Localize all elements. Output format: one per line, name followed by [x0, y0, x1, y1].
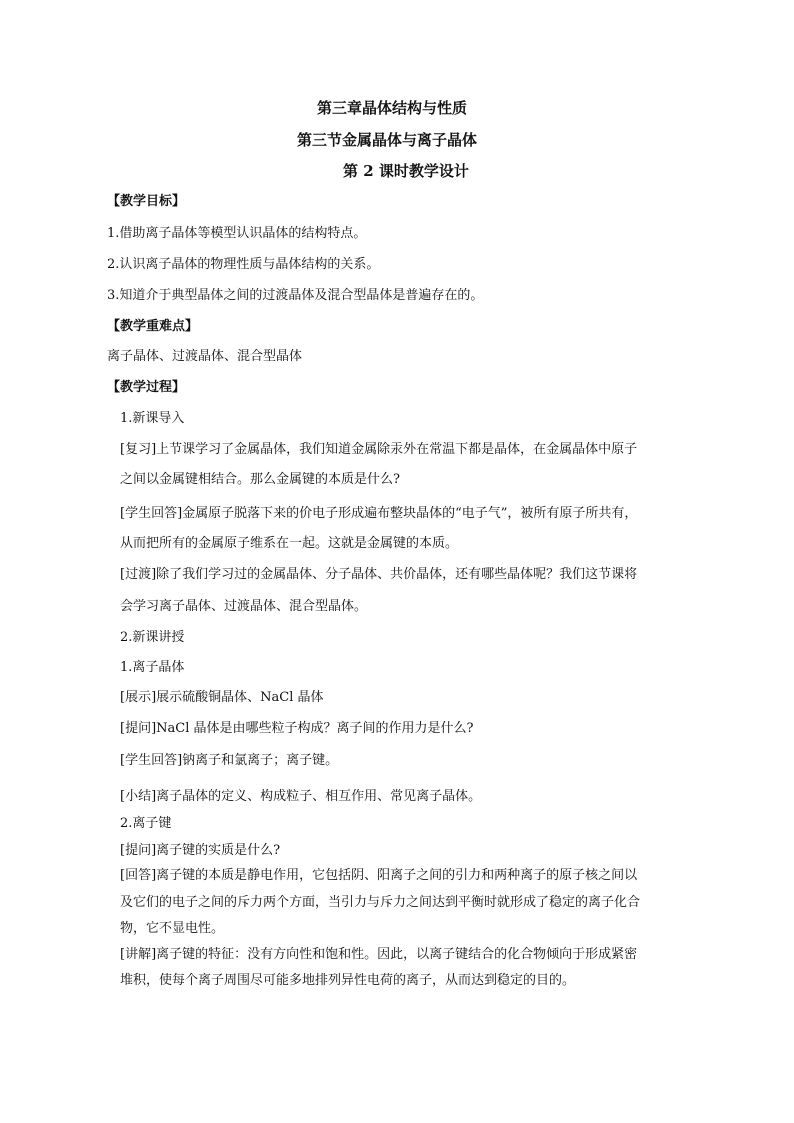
- process-line: [学生回答]钠离子和氯离子；离子键。: [120, 753, 339, 768]
- process-line: 物，它不显电性。: [120, 921, 225, 936]
- goal-item: 1.借助离子晶体等模型认识晶体的结构特点。: [107, 226, 367, 241]
- process-line: 从而把所有的金属原子维系在一起。这就是金属键的本质。: [120, 536, 459, 551]
- goals-heading: 【教学目标】: [107, 194, 186, 209]
- lesson-title: 第 2 课时教学设计: [343, 162, 469, 180]
- key-points-text: 离子晶体、过渡晶体、混合型晶体: [107, 349, 303, 364]
- process-line: [讲解]离子键的特征：没有方向性和饱和性。因此，以离子键结合的化合物倾向于形成紧密: [120, 947, 638, 962]
- process-line: 2.离子键: [120, 816, 172, 831]
- process-line: [提问]NaCl 晶体是由哪些粒子构成？离子间的作用力是什么?: [120, 721, 474, 736]
- process-line: 堆积，使每个离子周围尽可能多地排列异性电荷的离子，从而达到稳定的目的。: [120, 973, 576, 988]
- process-line: 2.新课讲授: [120, 630, 185, 645]
- chapter-title: 第三章晶体结构与性质: [317, 99, 468, 117]
- process-line: [提问]离子键的实质是什么?: [120, 843, 281, 858]
- goal-item: 3.知道介于典型晶体之间的过渡晶体及混合型晶体是普遍存在的。: [107, 288, 484, 303]
- process-line: [过渡]除了我们学习过的金属晶体、分子晶体、共价晶体，还有哪些晶体呢？我们这节课将: [120, 567, 638, 582]
- section-title: 第三节金属晶体与离子晶体: [297, 131, 478, 149]
- process-line: [展示]展示硫酸铜晶体、NaCl 晶体: [120, 690, 324, 705]
- process-line: [学生回答]金属原子脱落下来的价电子形成遍布整块晶体的“电子气”，被所有原子所共有，: [120, 506, 638, 521]
- key-points-heading: 【教学重难点】: [107, 319, 199, 334]
- process-line: [回答]离子键的本质是静电作用，它包括阴、阳离子之间的引力和两种离子的原子核之间以: [120, 868, 638, 883]
- process-line: [小结]离子晶体的定义、构成粒子、相互作用、常见离子晶体。: [120, 789, 482, 804]
- process-line: 1.离子晶体: [120, 660, 185, 675]
- process-heading: 【教学过程】: [107, 380, 186, 395]
- process-line: 之间以金属键相结合。那么金属键的本质是什么?: [120, 472, 400, 487]
- process-line: 会学习离子晶体、过渡晶体、混合型晶体。: [120, 599, 368, 614]
- process-line: 及它们的电子之间的斥力两个方面，当引力与斥力之间达到平衡时就形成了稳定的离子化合: [120, 895, 641, 910]
- process-line: 1.新课导入: [120, 411, 185, 426]
- process-line: [复习]上节课学习了金属晶体，我们知道金属除汞外在常温下都是晶体，在金属晶体中原子: [120, 442, 638, 457]
- goal-item: 2.认识离子晶体的物理性质与晶体结构的关系。: [107, 257, 380, 272]
